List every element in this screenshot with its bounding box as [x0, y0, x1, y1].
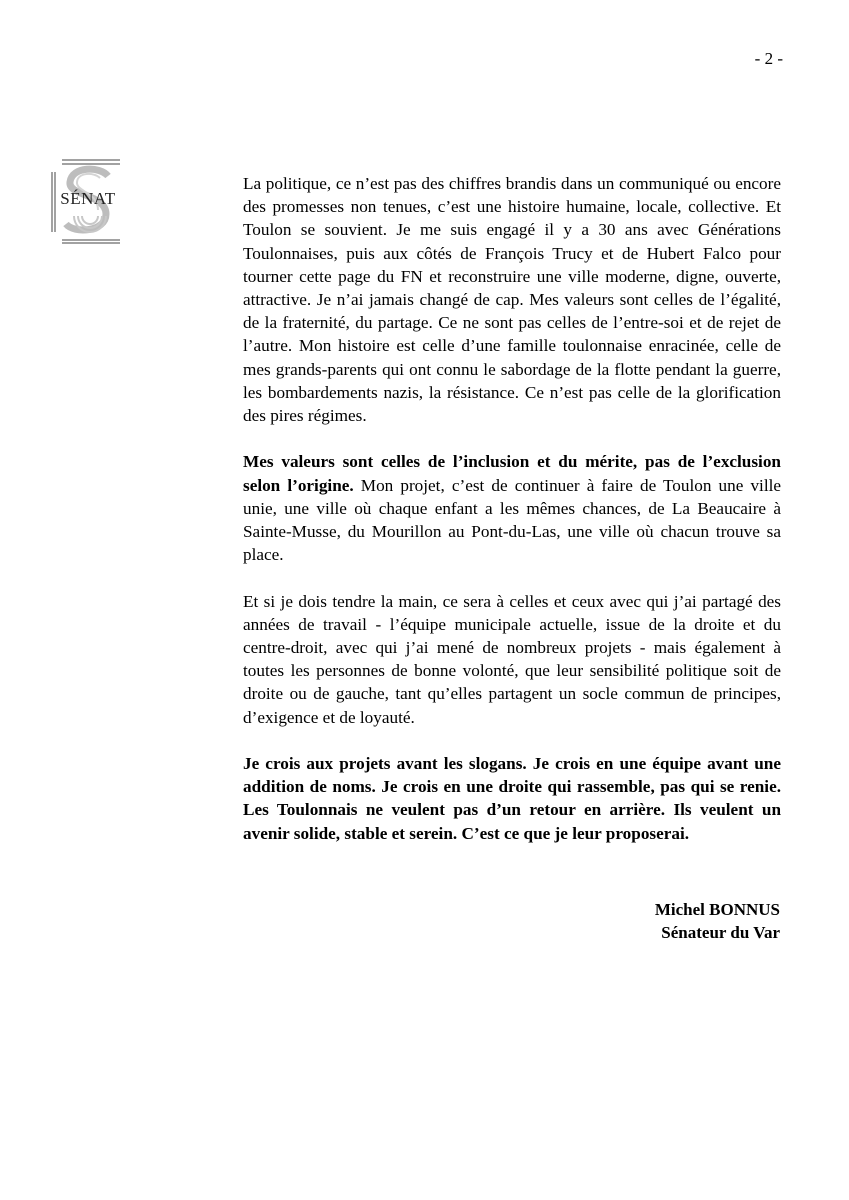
- signature-title: Sénateur du Var: [661, 923, 780, 942]
- letter-body: [243, 172, 781, 845]
- paragraph-2: [243, 450, 781, 566]
- senat-logo: [50, 158, 124, 244]
- paragraph-2-rest: Mon projet, c’est de continuer à faire de Toulon une ville unie, une ville où chaque enfant a les mêmes chances, de La Beaucaire à Sainte-Musse, du Mourillon au Pont-du-Las, une ville où chacun trouve sa place.: [243, 475, 781, 565]
- signature-block: [655, 898, 780, 944]
- svg-text:SÉNAT: SÉNAT: [60, 189, 116, 208]
- paragraph-1: La politique, ce n’est pas des chiffres brandis dans un communiqué ou encore des promesses non tenues, c’est une histoire humaine, locale, collective. Et Toulon se souvient. Je me suis engagé il y a 30 ans avec Générations Toulonnaises, puis aux côtés de François Trucy et de Hubert Falco pour tourner cette page du FN et reconstruire une ville moderne, digne, ouverte, attractive. Je n’ai jamais changé de cap. Mes valeurs sont celles de l’égalité, de la fraternité, du partage. Ce ne sont pas celles de l’entre-soi et de rejet de l’autre. Mon histoire est celle d’une famille toulonnaise enracinée, celle de mes grands-parents qui ont connu le sabordage de la flotte pendant la guerre, les bombardements nazis, la résistance. Ce n’est pas celle de la glorification des pires régimes.: [243, 174, 781, 426]
- page-number: - 2 -: [754, 49, 783, 68]
- signature-name: Michel BONNUS: [654, 900, 780, 919]
- paragraph-4: Je crois aux projets avant les slogans. Je crois en une équipe avant une addition de noms. Je crois en une droite qui rassemble, pas qui se renie. Les Toulonnais ne veulent pas d’un retour en arrière. Ils veulent un avenir solide, stable et serein. C’est ce que je leur proposerai.: [243, 754, 781, 843]
- paragraph-2-bold: Mes valeurs sont celles de l’inclusion et du mérite, pas de l’exclusion selon l’origine.: [243, 452, 781, 495]
- paragraph-3: Et si je dois tendre la main, ce sera à celles et ceux avec qui j’ai partagé des années de travail - l’équipe municipale actuelle, issue de la droite et du centre-droit, avec qui j’ai mené de nombreux projets - mais également à toutes les personnes de bonne volonté, que leur sensibilité politique soit de droite ou de gauche, tant qu’elles partagent un socle commun de principes, d’exigence et de loyauté.: [243, 591, 781, 727]
